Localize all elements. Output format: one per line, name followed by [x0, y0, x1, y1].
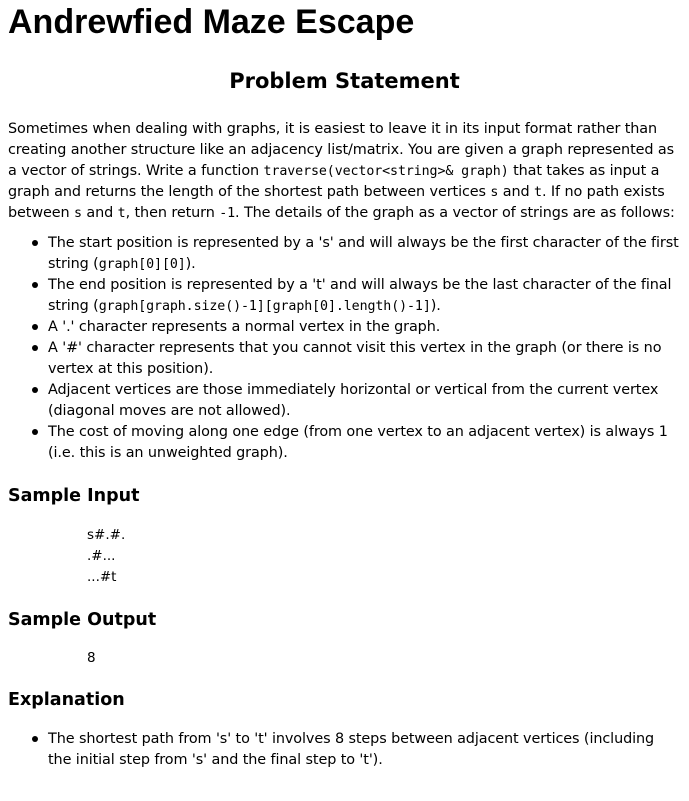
bullet-1-text: The start position is represented by a 's' and will always be the first character of the first string (	[48, 235, 679, 272]
problem-statement-heading: Problem Statement	[229, 69, 460, 93]
sample-input-line: s#.#.	[87, 527, 126, 543]
intro-text-2: that takes as input a graph and returns the length of the shortest path between vertices	[8, 163, 660, 200]
intro-text-1: Sometimes when dealing with graphs, it is easiest to leave it in its input format rather than creating another structure like an adjacency list/matrix. You are given a graph represented as a vector of strings. Write a function	[8, 121, 674, 179]
list-item: Adjacent vertices are those immediately horizontal or vertical from the current vertex (diagonal moves are not allowed).	[48, 380, 681, 422]
list-item: A '.' character represents a normal vertex in the graph.	[48, 317, 681, 338]
list-item: The cost of moving along one edge (from one vertex to an adjacent vertex) is always 1 (i.e. this is an unweighted graph).	[48, 422, 681, 464]
bullet-2-end: ).	[430, 298, 441, 314]
intro-text-6: , then return	[125, 205, 220, 221]
intro-text-4: . If no path exists between	[8, 184, 665, 221]
intro-text-7: . The details of the graph as a vector of strings are as follows:	[235, 205, 675, 221]
list-item: The shortest path from 's' to 't' involves 8 steps between adjacent vertices (including the initial step from 's' and the final step to 't').	[48, 729, 681, 771]
intro-paragraph	[8, 119, 681, 224]
sample-output-heading: Sample Output	[8, 610, 157, 630]
bullet-1-code: graph[0][0]	[98, 257, 186, 272]
bullet-1-end: ).	[185, 256, 196, 272]
intro-code-t: t	[534, 185, 542, 200]
bullet-2-text: The end position is represented by a 't' and will always be the last character of the final string (	[48, 277, 672, 314]
sample-input-line: ...#t	[87, 569, 117, 585]
intro-text-3: and	[498, 184, 535, 200]
intro-code-s-2: s	[74, 206, 82, 221]
explanation-list	[8, 729, 681, 771]
intro-code-s: s	[490, 185, 499, 200]
intro-text-5: and	[81, 205, 118, 221]
intro-code-traverse: traverse(vector<string>& graph)	[263, 164, 509, 179]
list-item: A '#' character represents that you cannot visit this vertex in the graph (or there is no vertex at this position).	[48, 338, 681, 380]
rules-list	[8, 233, 681, 464]
list-item	[48, 233, 681, 275]
sample-output-value: 8	[87, 650, 96, 666]
explanation-heading: Explanation	[8, 690, 125, 710]
intro-code-t-2: t	[117, 206, 126, 221]
intro-code-neg1: -1	[219, 206, 236, 221]
page-title: Andrewfied Maze Escape	[8, 3, 415, 41]
sample-input-line: .#...	[87, 548, 116, 564]
sample-input-heading: Sample Input	[8, 486, 140, 506]
list-item	[48, 275, 681, 317]
sample-input-block	[87, 525, 681, 588]
bullet-2-code: graph[graph.size()-1][graph[0].length()-1]	[98, 299, 431, 314]
